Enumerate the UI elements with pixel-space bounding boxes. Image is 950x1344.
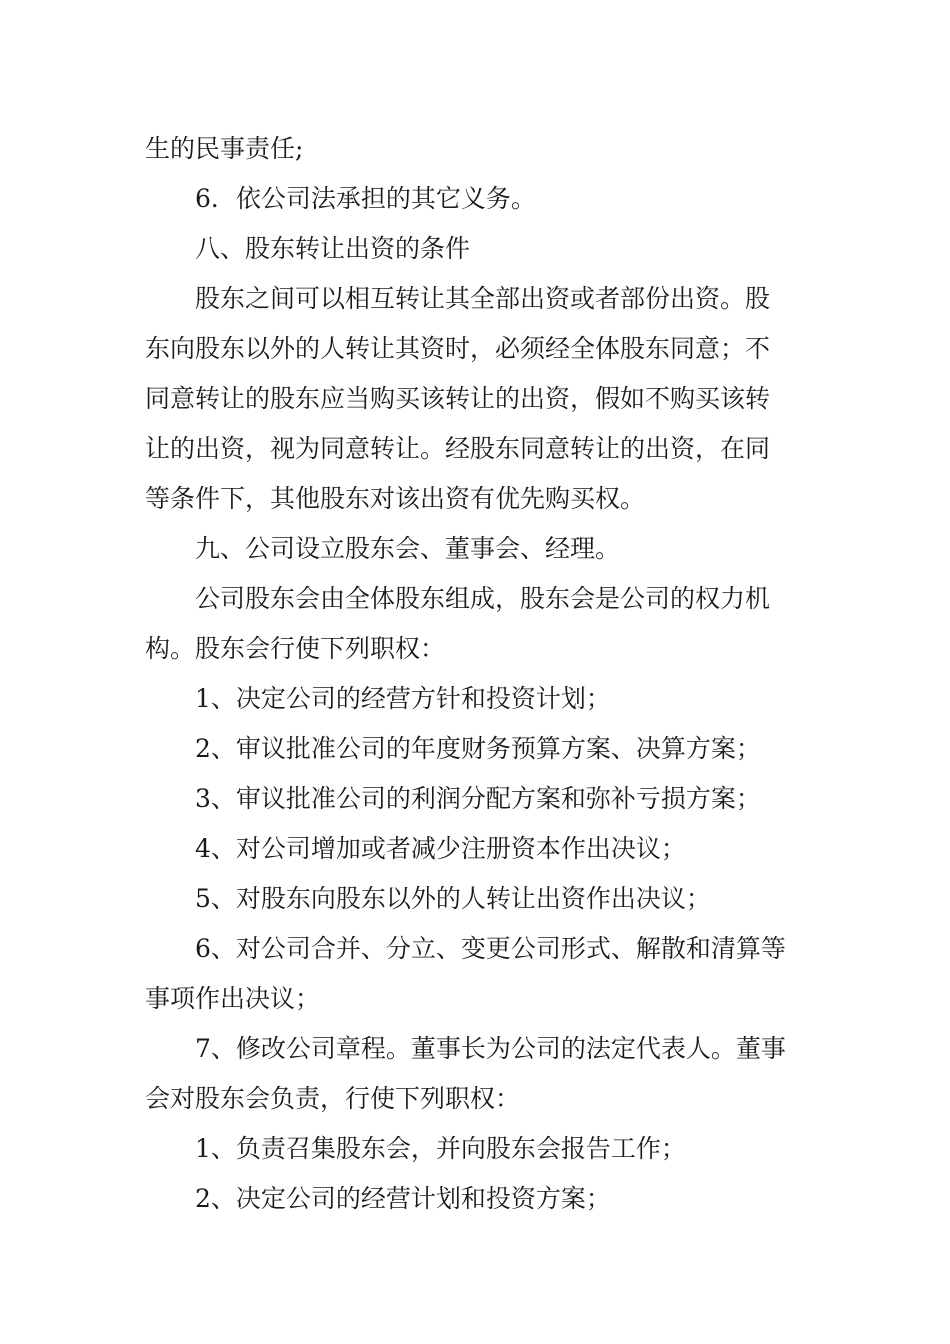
section-heading: 九、公司设立股东会、董事会、经理。 [195, 534, 621, 563]
text-line: 股东之间可以相互转让其全部出资或者部份出资。股 [195, 284, 771, 313]
text-line: 生的民事责任; [145, 134, 304, 163]
list-item: 3、审议批准公司的利润分配方案和弥补亏损方案； [195, 784, 761, 813]
list-item: 2、审议批准公司的年度财务预算方案、决算方案； [195, 734, 761, 763]
list-item: 1、决定公司的经营方针和投资计划； [195, 684, 611, 713]
list-item: 4、对公司增加或者减少注册资本作出决议； [195, 834, 686, 863]
text-line: 东向股东以外的人转让其资时，必须经全体股东同意；不 [145, 334, 771, 363]
document-body [145, 124, 807, 1224]
list-item: 5、对股东向股东以外的人转让出资作出决议； [195, 884, 711, 913]
text-line: 让的出资，视为同意转让。经股东同意转让的出资，在同 [145, 434, 771, 463]
text-line: 公司股东会由全体股东组成，股东会是公司的权力机 [195, 584, 771, 613]
text-line: 6．依公司法承担的其它义务。 [195, 184, 536, 213]
list-item: 1、负责召集股东会，并向股东会报告工作； [195, 1134, 686, 1163]
text-line: 等条件下，其他股东对该出资有优先购买权。 [145, 484, 646, 513]
list-item: 2、决定公司的经营计划和投资方案； [195, 1184, 611, 1213]
text-line: 事项作出决议； [145, 984, 321, 1013]
list-item: 7、修改公司章程。董事长为公司的法定代表人。董事 [195, 1034, 786, 1063]
text-line: 同意转让的股东应当购买该转让的出资，假如不购买该转 [145, 384, 771, 413]
text-line: 会对股东会负责，行使下列职权： [145, 1084, 521, 1113]
section-heading: 八、股东转让出资的条件 [195, 234, 471, 263]
text-line: 构。股东会行使下列职权： [145, 634, 446, 663]
list-item: 6、对公司合并、分立、变更公司形式、解散和清算等 [195, 934, 786, 963]
